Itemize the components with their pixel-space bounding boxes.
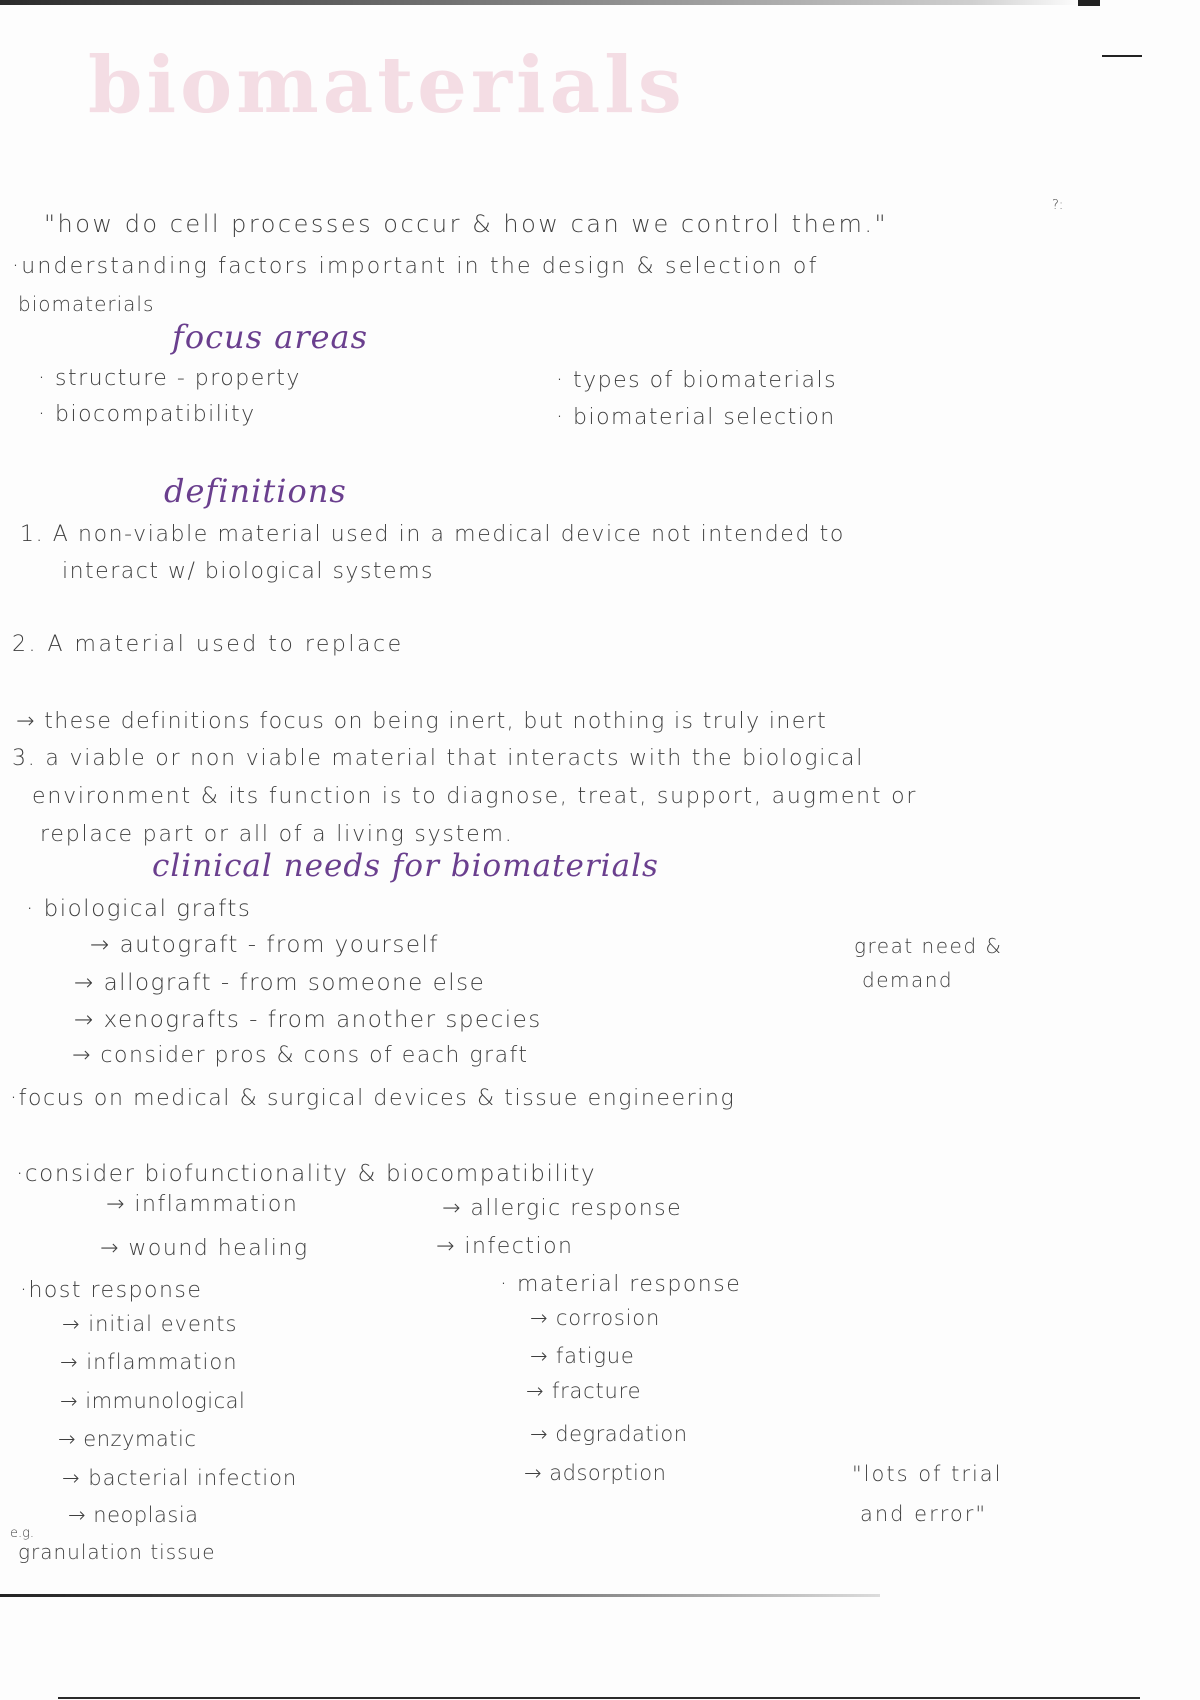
biological-grafts-title: · biological grafts: [26, 896, 252, 922]
graft-xenograft: → xenografts - from another species: [74, 1007, 542, 1033]
example-granulation-tissue: granulation tissue: [18, 1540, 216, 1564]
host-neoplasia: → neoplasia: [68, 1503, 199, 1527]
guiding-question: "how do cell processes occur & how can we control them.": [44, 210, 889, 238]
host-immunological: → immunological: [60, 1389, 246, 1413]
page-bottom-rule: [58, 1697, 1140, 1699]
consider-title: ·consider biofunctionality & biocompatibility: [16, 1161, 597, 1187]
focus-area-structure: · structure - property: [38, 366, 301, 391]
focus-area-selection: · biomaterial selection: [556, 405, 836, 430]
trial-note-line-1: "lots of trial: [852, 1462, 1003, 1486]
consider-infection: → infection: [436, 1234, 574, 1259]
host-inflammation: → inflammation: [60, 1350, 238, 1374]
material-response-title: · material response: [500, 1272, 742, 1297]
intro-line-2: biomaterials: [18, 292, 155, 316]
side-note-line-2: demand: [862, 968, 954, 992]
focus-areas-heading: focus areas: [172, 318, 369, 356]
top-edge-line: [0, 0, 1080, 5]
consider-wound-healing: → wound healing: [100, 1236, 309, 1261]
focus-area-biocompatibility: · biocompatibility: [38, 402, 256, 427]
intro-line-1: ·understanding factors important in the design & selection of: [12, 254, 819, 279]
definition-3-line-3: replace part or all of a living system.: [40, 822, 514, 847]
top-corner-mark: [1078, 0, 1100, 6]
definition-3-line-2: environment & its function is to diagnose, treat, support, augment or: [32, 784, 918, 809]
right-margin-dash: [1102, 55, 1142, 57]
graft-allograft: → allograft - from someone else: [74, 970, 486, 996]
definition-1-line-1: 1. A non-viable material used in a medical device not intended to: [20, 522, 845, 547]
material-adsorption: → adsorption: [524, 1461, 667, 1485]
definition-1-line-2: interact w/ biological systems: [62, 559, 434, 584]
focus-devices: ·focus on medical & surgical devices & tissue engineering: [10, 1086, 736, 1111]
host-bacterial-infection: → bacterial infection: [62, 1466, 298, 1490]
material-fatigue: → fatigue: [530, 1344, 635, 1368]
side-note-line-1: great need &: [854, 934, 1003, 958]
bottom-edge-line: [0, 1594, 880, 1597]
clinical-needs-heading: clinical needs for biomaterials: [152, 848, 659, 884]
consider-inflammation: → inflammation: [106, 1192, 299, 1217]
focus-area-types: · types of biomaterials: [556, 368, 838, 393]
host-enzymatic: → enzymatic: [58, 1427, 197, 1451]
definitions-note: → these definitions focus on being inert, but nothing is truly inert: [16, 709, 828, 734]
host-initial-events: → initial events: [62, 1312, 238, 1336]
consider-allergic-response: → allergic response: [442, 1196, 683, 1221]
definition-2: 2. A material used to replace: [12, 632, 404, 657]
definitions-heading: definitions: [164, 472, 347, 510]
material-corrosion: → corrosion: [530, 1306, 661, 1330]
question-marks: ?:: [1052, 198, 1064, 213]
host-response-title: ·host response: [20, 1278, 203, 1303]
graft-autograft: → autograft - from yourself: [90, 932, 440, 958]
material-fracture: → fracture: [526, 1379, 642, 1403]
trial-note-line-2: and error": [860, 1502, 988, 1526]
graft-pros-cons: → consider pros & cons of each graft: [72, 1043, 529, 1068]
page-title-banner: biomaterials: [88, 40, 686, 131]
example-label: e.g.: [10, 1526, 35, 1541]
material-degradation: → degradation: [530, 1422, 688, 1446]
definition-3-line-1: 3. a viable or non viable material that interacts with the biological: [12, 746, 865, 771]
